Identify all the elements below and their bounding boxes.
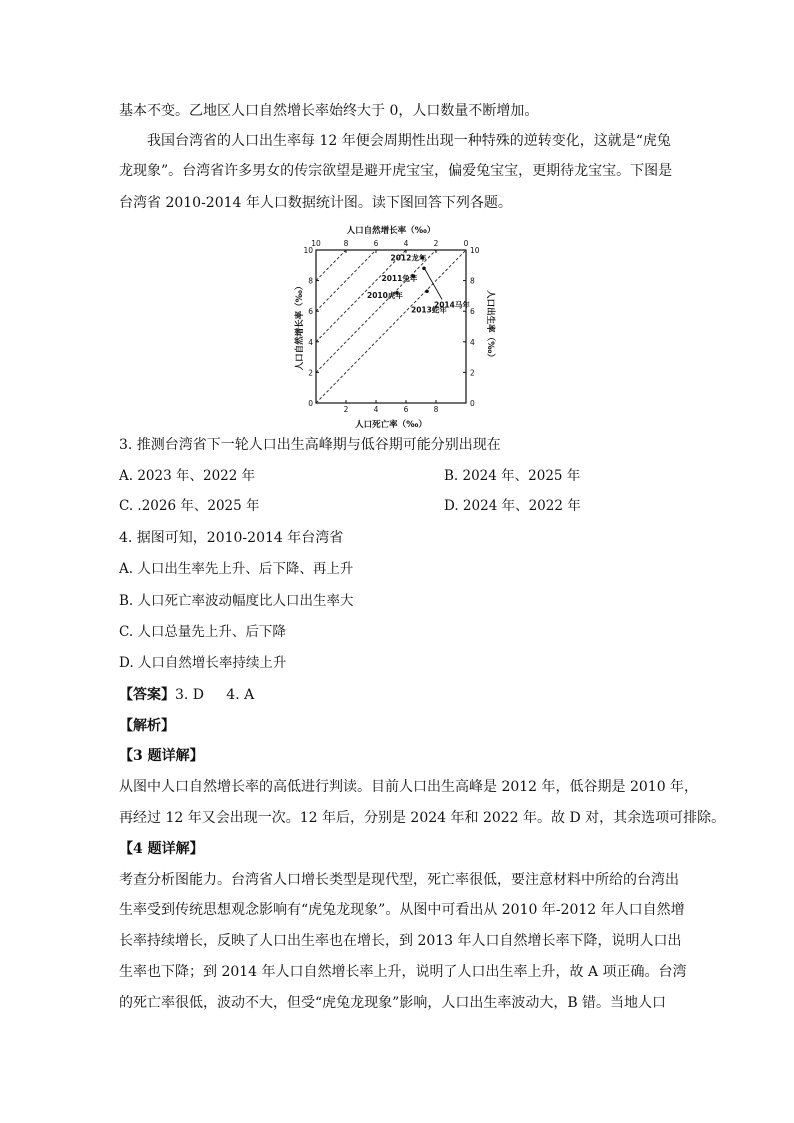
question-3-option-a: A. 2023 年、2022 年 bbox=[119, 468, 256, 484]
bottom-tick-label: 2 bbox=[343, 405, 349, 414]
question-3-option-b: B. 2024 年、2025 年 bbox=[444, 468, 581, 484]
bottom-tick-label: 6 bbox=[403, 405, 409, 414]
q4-detail-title: 【4 题详解】 bbox=[119, 841, 204, 857]
question-4-option-b: B. 人口死亡率波动幅度比人口出生率大 bbox=[119, 593, 354, 609]
answer-value: 3. D 4. A bbox=[175, 687, 255, 703]
paragraph-1-line-3: 台湾省 2010-2014 年人口数据统计图。读下图回答下列各题。 bbox=[119, 195, 512, 211]
answer-line bbox=[119, 685, 254, 705]
point-label: 2012龙年 bbox=[390, 253, 427, 263]
question-3-stem: 3. 推测台湾省下一轮人口出生高峰期与低谷期可能分别出现在 bbox=[119, 437, 501, 453]
paragraph-1-line-2: 龙现象”。台湾省许多男女的传宗欲望是避开虎宝宝，偏爱兔宝宝，更期待龙宝宝。下图是 bbox=[119, 163, 673, 179]
bottom-tick-label: 8 bbox=[433, 405, 439, 414]
top-tick-label: 6 bbox=[373, 239, 379, 248]
chart-title: 人口自然增长率（‰） bbox=[346, 226, 436, 236]
q3-detail-line-2: 再经过 12 年又会出现一次。12 年后，分别是 2024 年和 2022 年。故 D 对，其余选项可排除。 bbox=[119, 810, 726, 826]
paragraph-1-line-1: 我国台湾省的人口出生率每 12 年便会周期性出现一种特殊的逆转变化，这就是“虎兔 bbox=[147, 133, 671, 149]
left-tick-label: 10 bbox=[303, 246, 313, 255]
paragraph-0: 基本不变。乙地区人口自然增长率始终大于 0，人口数量不断增加。 bbox=[119, 103, 539, 119]
left-tick-label: 6 bbox=[308, 307, 313, 317]
q4-detail-line-2: 生率受到传统思想观念影响有“虎兔龙现象”。从图中可看出从 2010 年-2012 年人口自然增 bbox=[119, 902, 685, 918]
x-axis-label: 人口死亡率（‰） bbox=[355, 420, 427, 430]
point-label: 2011兔年 bbox=[381, 274, 418, 284]
left-tick-label: 2 bbox=[308, 368, 313, 378]
left-tick-label: 8 bbox=[308, 276, 313, 286]
bottom-tick-label: 4 bbox=[373, 405, 379, 414]
right-tick-label: 6 bbox=[470, 307, 475, 317]
right-tick-label: 10 bbox=[470, 246, 480, 255]
left-tick-label: 4 bbox=[308, 337, 313, 347]
q4-detail-line-4: 生率也下降；到 2014 年人口自然增长率上升，说明了人口出生率上升，故 A 项正确。台湾 bbox=[119, 964, 687, 980]
top-tick-label: 8 bbox=[343, 239, 349, 248]
question-3-option-d: D. 2024 年、2022 年 bbox=[444, 498, 581, 514]
left-axis-label: 人口自然增长率（‰） bbox=[295, 281, 305, 371]
taiwan-population-chart bbox=[288, 222, 502, 432]
q4-detail-line-3: 长率持续增长，反映了人口出生率也在增长，到 2013 年人口自然增长率下降，说明人口出 bbox=[119, 933, 682, 949]
point-label: 2014马年 bbox=[434, 300, 470, 310]
right-axis-label: 人口出生率（‰） bbox=[485, 290, 495, 362]
leader-line bbox=[425, 269, 442, 299]
point-label: 2013蛇年 bbox=[411, 305, 447, 315]
right-tick-label: 4 bbox=[470, 337, 475, 347]
q3-detail-title: 【3 题详解】 bbox=[119, 748, 204, 764]
q4-detail-line-1: 考查分析图能力。台湾省人口增长类型是现代型，死亡率很低，要注意材料中所给的台湾出 bbox=[119, 872, 679, 888]
question-4-option-a: A. 人口出生率先上升、后下降、再上升 bbox=[119, 561, 354, 577]
top-tick-label: 10 bbox=[311, 239, 321, 248]
right-tick-label: 8 bbox=[470, 276, 475, 286]
top-tick-label: 2 bbox=[433, 239, 439, 248]
top-tick-label: 0 bbox=[463, 239, 469, 248]
question-4-stem: 4. 据图可知，2010-2014 年台湾省 bbox=[119, 530, 344, 546]
top-tick-label: 4 bbox=[403, 239, 409, 248]
right-tick-label: 0 bbox=[470, 399, 475, 408]
answer-label: 【答案】 bbox=[119, 687, 175, 703]
q4-detail-line-5: 的死亡率很低，波动不大，但受“虎兔龙现象”影响，人口出生率波动大，B 错。当地人口 bbox=[119, 995, 667, 1011]
point-label: 2010虎年 bbox=[367, 290, 403, 300]
left-tick-label: 0 bbox=[308, 399, 313, 408]
q3-detail-line-1: 从图中人口自然增长率的高低进行判读。目前人口出生高峰是 2012 年，低谷期是 2010 年， bbox=[119, 779, 699, 795]
analysis-label: 【解析】 bbox=[119, 718, 175, 734]
isoline-0 bbox=[316, 250, 466, 403]
question-4-option-c: C. 人口总量先上升、后下降 bbox=[119, 624, 286, 640]
question-3-option-c: C. .2026 年、2025 年 bbox=[119, 498, 260, 514]
right-tick-label: 2 bbox=[470, 368, 475, 378]
data-point bbox=[425, 290, 429, 294]
question-4-option-d: D. 人口自然增长率持续上升 bbox=[119, 655, 287, 671]
